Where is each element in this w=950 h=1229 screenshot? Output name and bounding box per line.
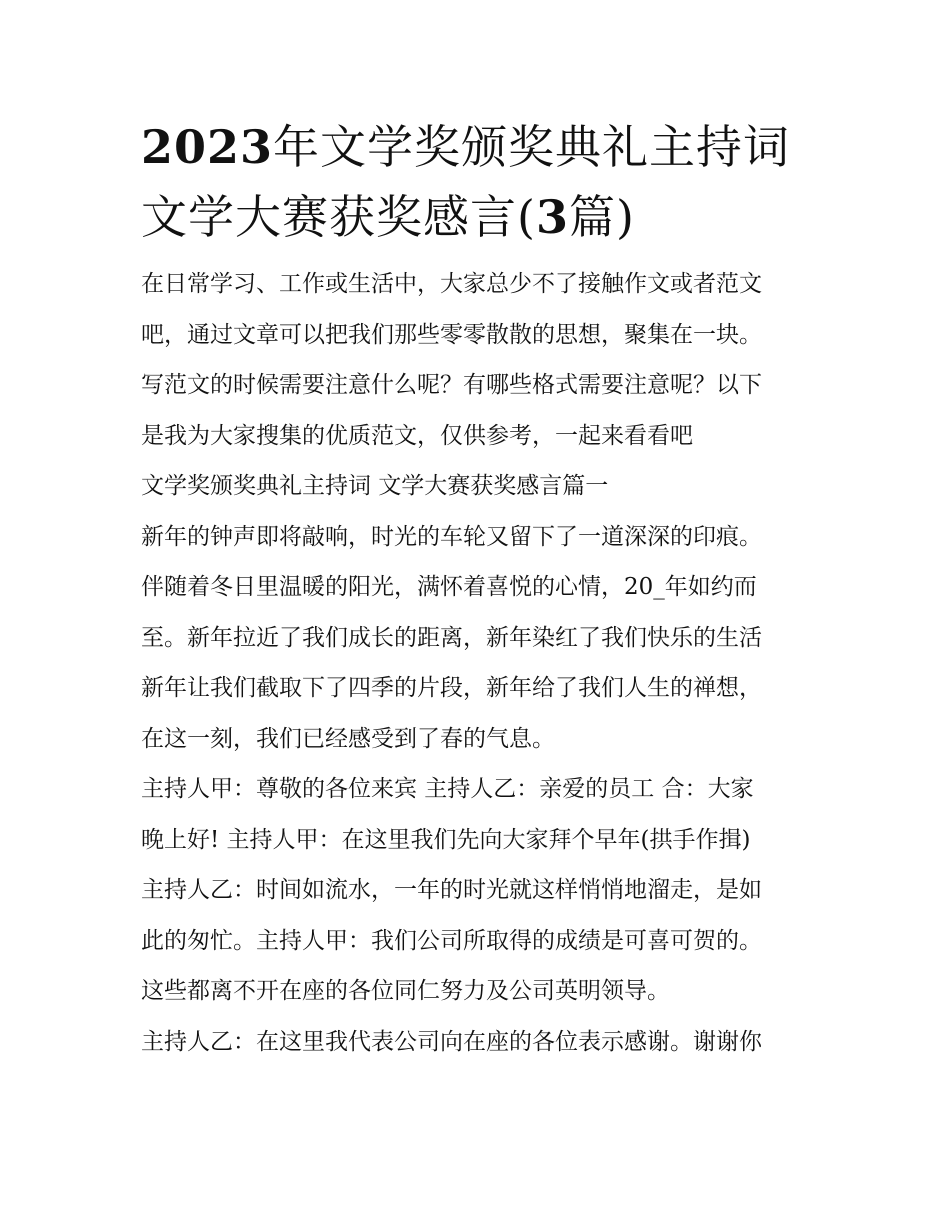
body-line: 主持人乙：时间如流水，一年的时光就这样悄悄地溜走，是如 (141, 877, 762, 903)
body-line: 在日常学习、工作或生活中，大家总少不了接触作文或者范文 (141, 271, 762, 297)
body-line: 晚上好! 主持人甲：在这里我们先向大家拜个早年(拱手作揖) (141, 826, 751, 853)
document-title-line-1: 2023年文学奖颁奖典礼主持词 (141, 120, 791, 174)
body-line: 新年的钟声即将敲响，时光的车轮又留下了一道深深的印痕。 (141, 523, 762, 550)
document-body (141, 259, 821, 1067)
section-heading: 文学奖颁奖典礼主持词 文学大赛获奖感言篇一 (141, 473, 609, 499)
body-line: 这些都离不开在座的各位同仁努力及公司英明领导。 (141, 978, 670, 1004)
body-line: 主持人甲：尊敬的各位来宾 主持人乙：亲爱的员工 合：大家 (141, 776, 754, 802)
body-line: 此的匆忙。主持人甲：我们公司所取得的成绩是可喜可贺的。 (141, 927, 762, 954)
document-title-line-2: 文学大赛获奖感言(3篇) (141, 190, 635, 244)
body-line: 新年让我们截取下了四季的片段，新年给了我们人生的禅想， (141, 675, 762, 701)
body-line: 主持人乙：在这里我代表公司向在座的各位表示感谢。谢谢你 (141, 1028, 762, 1055)
body-line: 吧，通过文章可以把我们那些零零散散的思想，聚集在一块。 (141, 321, 762, 348)
body-line: 在这一刻，我们已经感受到了春的气息。 (141, 725, 555, 752)
body-line: 是我为大家搜集的优质范文，仅供参考，一起来看看吧 (141, 422, 693, 449)
body-line: 伴随着冬日里温暖的阳光，满怀着喜悦的心情，20_年如约而 (141, 574, 757, 600)
document-page (141, 112, 821, 1067)
body-line: 至。新年拉近了我们成长的距离，新年染红了我们快乐的生活 (141, 624, 762, 651)
body-line: 写范文的时候需要注意什么呢？有哪些格式需要注意呢？以下 (141, 372, 762, 398)
